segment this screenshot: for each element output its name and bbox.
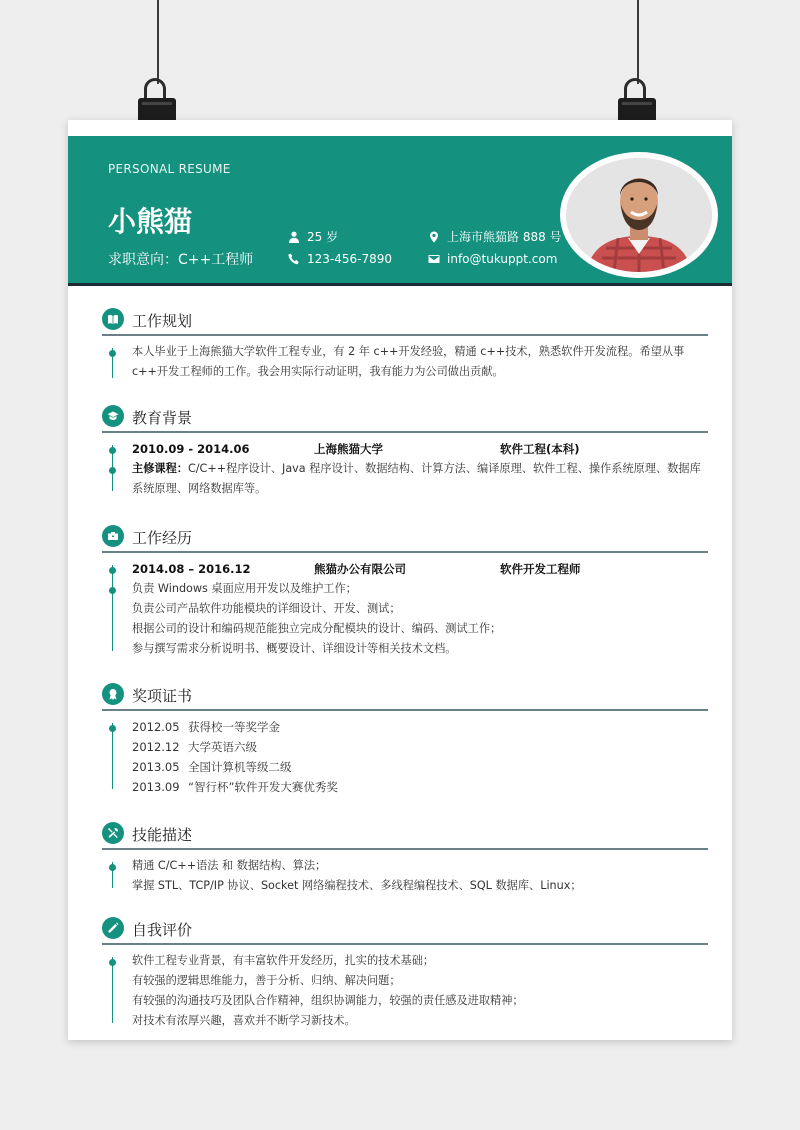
section-skills — [102, 822, 708, 896]
list-item: 对技术有浓厚兴趣，喜欢并不断学习新技术。 — [132, 1014, 356, 1027]
award-item — [132, 717, 708, 737]
experience-position: 软件开发工程师 — [500, 562, 581, 576]
list-item: 参与撰写需求分析说明书、概要设计、详细设计等相关技术文档。 — [132, 642, 457, 655]
section-header — [102, 405, 708, 433]
award-date: 2012.12 — [132, 740, 180, 754]
phone-text: 123-456-7890 — [307, 252, 393, 266]
candidate-name: 小熊猫 — [108, 205, 193, 238]
list-item: 根据公司的设计和编码规范能独立完成分配模块的设计、编码、测试工作； — [132, 622, 502, 635]
experience-period: 2014.08 – 2016.12 — [132, 562, 251, 576]
education-courses — [132, 459, 704, 499]
ribbon-icon — [102, 683, 124, 705]
courses-label: 主修课程： — [132, 462, 188, 475]
award-item — [132, 737, 708, 757]
section-header — [102, 308, 708, 336]
education-major: 软件工程(本科) — [500, 442, 580, 456]
resume-paper — [68, 120, 732, 1040]
book-icon — [102, 308, 124, 330]
age-text: 25 岁 — [307, 230, 339, 244]
award-date: 2013.05 — [132, 760, 180, 774]
section-self-evaluation — [102, 917, 708, 1031]
award-text: “智行杯”软件开发大赛优秀奖 — [188, 780, 338, 794]
courses-text: C/C++程序设计、Java 程序设计、数据结构、计算方法、编译原理、软件工程、操作系统原理、数据库系统原理、网络数据库等。 — [132, 462, 701, 495]
section-title: 工作规划 — [132, 312, 193, 330]
section-title: 技能描述 — [132, 826, 193, 844]
award-text: 大学英语六级 — [188, 740, 257, 754]
phone-icon — [288, 253, 300, 265]
address-info — [428, 228, 562, 245]
list-item: 掌握 STL、TCP/IP 协议、Socket 网络编程技术、多线程编程技术、SQL 数据库、Linux； — [132, 879, 582, 892]
award-item — [132, 757, 708, 777]
section-header — [102, 917, 708, 945]
education-row — [132, 439, 708, 459]
section-title: 教育背景 — [132, 409, 193, 427]
award-date: 2013.09 — [132, 780, 180, 794]
person-icon — [288, 231, 300, 243]
location-pin-icon — [428, 231, 440, 243]
section-work-plan — [102, 308, 708, 382]
experience-company: 熊猫办公有限公司 — [314, 562, 406, 576]
section-education — [102, 405, 708, 499]
tools-icon — [102, 822, 124, 844]
briefcase-icon — [102, 525, 124, 547]
age-info — [288, 228, 338, 245]
list-item: 负责 Windows 桌面应用开发以及维护工作； — [132, 582, 357, 595]
plan-text: 本人毕业于上海熊猫大学软件工程专业，有 2 年 c++开发经验，精通 c++技术，熟悉软件开发流程。希望从事 c++开发工程师的工作。我会用实际行动证明，我有能力为公司做出贡献。 — [132, 345, 685, 378]
job-objective: 求职意向：C++工程师 — [108, 252, 254, 268]
profile-photo-frame — [560, 152, 718, 278]
envelope-icon — [428, 253, 440, 265]
address-text: 上海市熊猫路 888 号 — [447, 230, 562, 244]
phone-info — [288, 252, 392, 266]
award-item — [132, 777, 708, 797]
award-text: 获得校一等奖学金 — [188, 720, 280, 734]
section-header — [102, 683, 708, 711]
hanging-string-left — [157, 0, 159, 84]
profile-photo — [566, 158, 712, 272]
resume-header — [68, 136, 732, 286]
list-item: 负责公司产品软件功能模块的详细设计、开发、测试； — [132, 602, 401, 615]
section-header — [102, 525, 708, 553]
section-header — [102, 822, 708, 850]
award-date: 2012.05 — [132, 720, 180, 734]
pencil-icon — [102, 917, 124, 939]
award-text: 全国计算机等级二级 — [188, 760, 292, 774]
section-title: 自我评价 — [132, 921, 193, 939]
email-info — [428, 252, 557, 266]
experience-row — [132, 559, 708, 579]
list-item: 精通 C/C++语法 和 数据结构、算法； — [132, 859, 327, 872]
section-awards — [102, 683, 708, 797]
list-item: 软件工程专业背景，有丰富软件开发经历，扎实的技术基础； — [132, 954, 435, 967]
email-text: info@tukuppt.com — [447, 252, 558, 266]
hanging-string-right — [637, 0, 639, 84]
resume-label: PERSONAL RESUME — [108, 162, 231, 176]
list-item: 有较强的逻辑思维能力，善于分析、归纳、解决问题； — [132, 974, 401, 987]
list-item: 有较强的沟通技巧及团队合作精神，组织协调能力，较强的责任感及进取精神； — [132, 994, 524, 1007]
graduation-cap-icon — [102, 405, 124, 427]
section-experience — [102, 525, 708, 659]
section-title: 奖项证书 — [132, 687, 193, 705]
education-period: 2010.09 - 2014.06 — [132, 442, 250, 456]
education-school: 上海熊猫大学 — [314, 442, 383, 456]
section-title: 工作经历 — [132, 529, 193, 547]
